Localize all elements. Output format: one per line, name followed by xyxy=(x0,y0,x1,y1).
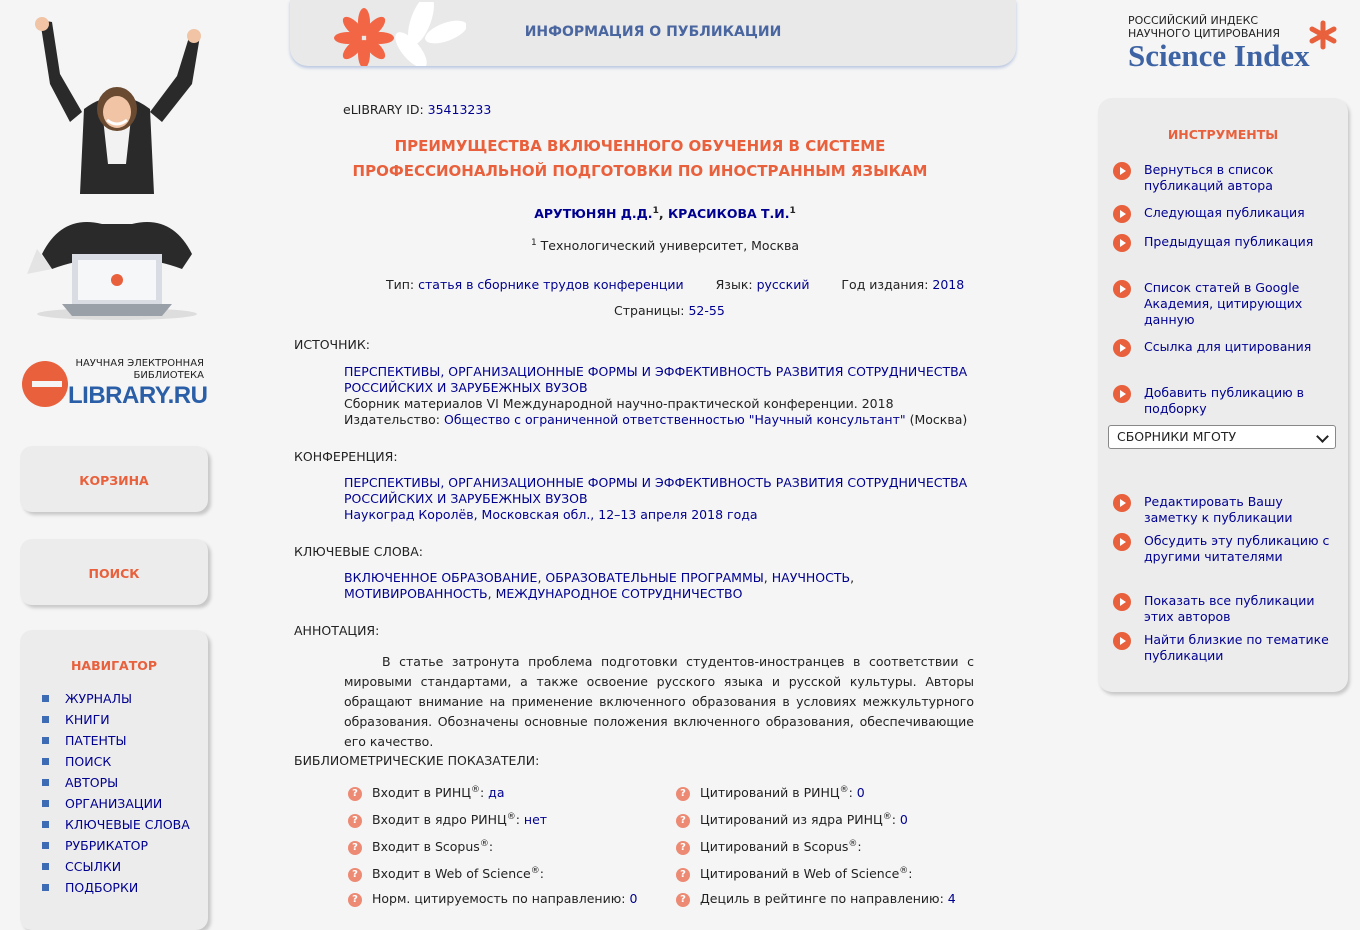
navigator-list xyxy=(42,688,190,898)
play-icon xyxy=(1113,234,1131,252)
keyword-link[interactable]: МОТИВИРОВАННОСТЬ xyxy=(344,586,488,601)
play-icon xyxy=(1113,632,1131,650)
play-icon xyxy=(1113,339,1131,357)
bullet-icon xyxy=(42,800,49,807)
keyword-link[interactable]: НАУЧНОСТЬ xyxy=(771,570,851,585)
tool-citation-link[interactable]: Ссылка для цитирования xyxy=(1113,339,1338,357)
play-icon xyxy=(1113,494,1131,512)
metric-citations-rinc-core: ? Цитирований из ядра РИНЦ®: 0 xyxy=(676,812,908,828)
publication-meta: Тип: статья в сборнике трудов конференции Язык: русский Год издания: 2018 xyxy=(386,277,965,292)
bullet-icon xyxy=(42,695,49,702)
asterisk-icon xyxy=(1308,20,1338,50)
source-heading: ИСТОЧНИК: xyxy=(294,337,370,352)
navigator-panel xyxy=(20,630,208,930)
tool-all-author-publications[interactable]: Показать все публикации этих авторов xyxy=(1113,593,1338,625)
bullet-icon xyxy=(42,821,49,828)
publisher: Издательство: Общество с ограниченной ответственностью "Научный консультант" (Москва) xyxy=(344,412,968,427)
play-icon xyxy=(1113,593,1131,611)
tool-edit-note[interactable]: Редактировать Вашу заметку к публикации xyxy=(1113,494,1338,526)
nav-item-books[interactable]: КНИГИ xyxy=(42,709,190,730)
help-icon[interactable]: ? xyxy=(676,787,690,801)
conference-heading: КОНФЕРЕНЦИЯ: xyxy=(294,449,398,464)
keyword-link[interactable]: ОБРАЗОВАТЕЛЬНЫЕ ПРОГРАММЫ xyxy=(545,570,764,585)
help-icon[interactable]: ? xyxy=(676,893,690,907)
metric-norm-citation: ? Норм. цитируемость по направлению: 0 xyxy=(348,891,637,907)
keyword-link[interactable]: МЕЖДУНАРОДНОЕ СОТРУДНИЧЕСТВО xyxy=(495,586,743,601)
bullet-icon xyxy=(42,737,49,744)
bullet-icon xyxy=(42,884,49,891)
keywords-heading: КЛЮЧЕВЫЕ СЛОВА: xyxy=(294,544,424,559)
metric-wos: ? Входит в Web of Science®: xyxy=(348,866,544,882)
hero-woman-laptop-image xyxy=(22,14,207,324)
tool-add-to-collection[interactable]: Добавить публикацию в подборку xyxy=(1113,385,1338,417)
help-icon[interactable]: ? xyxy=(348,868,362,882)
bullet-icon xyxy=(42,779,49,786)
year-value: 2018 xyxy=(932,277,965,292)
science-index-logo[interactable]: РОССИЙСКИЙ ИНДЕКС НАУЧНОГО ЦИТИРОВАНИЯ Science Index xyxy=(1128,14,1310,74)
metric-citations-rinc: ? Цитирований в РИНЦ®: 0 xyxy=(676,785,865,801)
conference-place: Наукоград Королёв, Московская обл., 12–13 апреля 2018 года xyxy=(344,507,758,522)
nav-item-organizations[interactable]: ОРГАНИЗАЦИИ xyxy=(42,793,190,814)
left-column xyxy=(0,0,230,914)
tool-google-scholar-citations[interactable]: Список статей в Google Академия, цитирующих данную xyxy=(1113,280,1338,328)
bullet-icon xyxy=(42,863,49,870)
help-icon[interactable]: ? xyxy=(348,814,362,828)
tool-next-publication[interactable]: Следующая публикация xyxy=(1113,205,1338,223)
elibrary-id: eLIBRARY ID: 35413233 xyxy=(343,102,492,117)
type-value: статья в сборнике трудов конференции xyxy=(418,277,684,292)
elibrary-logo[interactable] xyxy=(22,355,212,415)
tools-title: ИНСТРУМЕНТЫ xyxy=(1167,127,1279,142)
help-icon[interactable]: ? xyxy=(676,868,690,882)
abstract-heading: АННОТАЦИЯ: xyxy=(294,623,380,638)
cart-button[interactable] xyxy=(20,446,208,512)
help-icon[interactable]: ? xyxy=(676,814,690,828)
conference-block xyxy=(344,475,967,523)
nav-item-keywords[interactable]: КЛЮЧЕВЫЕ СЛОВА xyxy=(42,814,190,835)
help-icon[interactable]: ? xyxy=(348,893,362,907)
elibrary-id-value: 35413233 xyxy=(427,102,492,117)
tool-back-to-author-list[interactable]: Вернуться в список публикаций автора xyxy=(1113,162,1338,194)
metric-citations-wos: ? Цитирований в Web of Science®: xyxy=(676,866,913,882)
elibrary-tagline: НАУЧНАЯ ЭЛЕКТРОННАЯ БИБЛИОТЕКА xyxy=(75,358,204,381)
conference-link[interactable]: ПЕРСПЕКТИВЫ, ОРГАНИЗАЦИОННЫЕ ФОРМЫ И ЭФФЕКТИВНОСТЬ РАЗВИТИЯ СОТРУДНИЧЕСТВА РОССИЙСКИХ И ЗАРУБЕЖНЫХ ВУЗОВ xyxy=(344,475,968,506)
bibliometrics-heading: БИБЛИОМЕТРИЧЕСКИЕ ПОКАЗАТЕЛИ: xyxy=(294,753,540,768)
play-icon xyxy=(1113,162,1131,180)
authors: АРУТЮНЯН Д.Д.$^1$, КРАСИКОВА Т.И.$^1$ xyxy=(534,206,796,222)
play-icon xyxy=(1113,280,1131,298)
tool-similar-publications[interactable]: Найти близкие по тематике публикации xyxy=(1113,632,1338,664)
elibrary-brand: LIBRARY.RU xyxy=(68,382,208,409)
source-block xyxy=(344,364,967,428)
cart-label: КОРЗИНА xyxy=(79,473,149,488)
tool-discuss[interactable]: Обсудить эту публикацию с другими читателями xyxy=(1113,533,1338,565)
publisher-link[interactable]: Общество с ограниченной ответственностью "Научный консультант" xyxy=(444,412,906,427)
search-button[interactable] xyxy=(20,539,208,605)
nav-item-authors[interactable]: АВТОРЫ xyxy=(42,772,190,793)
source-link[interactable]: ПЕРСПЕКТИВЫ, ОРГАНИЗАЦИОННЫЕ ФОРМЫ И ЭФФЕКТИВНОСТЬ РАЗВИТИЯ СОТРУДНИЧЕСТВА РОССИЙСКИХ И ЗАРУБЕЖНЫХ ВУЗОВ xyxy=(344,364,968,395)
author-link[interactable]: АРУТЮНЯН Д.Д. xyxy=(534,206,653,222)
play-icon xyxy=(1113,205,1131,223)
bullet-icon xyxy=(42,842,49,849)
main-content xyxy=(290,0,1080,914)
help-icon[interactable]: ? xyxy=(676,841,690,855)
metric-rinc: ? Входит в РИНЦ®: да xyxy=(348,785,504,801)
play-icon xyxy=(1113,385,1131,403)
nav-item-collections[interactable]: ПОДБОРКИ xyxy=(42,877,190,898)
chevron-down-icon xyxy=(1316,430,1329,443)
keyword-link[interactable]: ВКЛЮЧЕННОЕ ОБРАЗОВАНИЕ xyxy=(344,570,538,585)
source-description: Сборник материалов VI Международной научно-практической конференции. 2018 xyxy=(344,396,894,411)
nav-item-links[interactable]: ССЫЛКИ xyxy=(42,856,190,877)
help-icon[interactable]: ? xyxy=(348,787,362,801)
bullet-icon xyxy=(42,716,49,723)
affiliation: $^1$ Технологический университет, Москва xyxy=(530,238,800,254)
metric-decile: ? Дециль в рейтинге по направлению: 4 xyxy=(676,891,956,907)
play-icon xyxy=(1113,533,1131,551)
elibrary-e-icon xyxy=(22,361,68,407)
publication-title: ПРЕИМУЩЕСТВА ВКЛЮЧЕННОГО ОБУЧЕНИЯ В СИСТЕМЕ ПРОФЕССИОНАЛЬНОЙ ПОДГОТОВКИ ПО ИНОСТРАННЫМ ЯЗЫКАМ xyxy=(352,137,928,180)
tool-previous-publication[interactable]: Предыдущая публикация xyxy=(1113,234,1338,252)
navigator-title: НАВИГАТОР xyxy=(70,658,158,673)
language-value: русский xyxy=(756,277,810,292)
help-icon[interactable]: ? xyxy=(348,841,362,855)
nav-item-search[interactable]: ПОИСК xyxy=(42,751,190,772)
nav-item-rubricator[interactable]: РУБРИКАТОР xyxy=(42,835,190,856)
bullet-icon xyxy=(42,758,49,765)
pages: Страницы: 52-55 xyxy=(614,303,725,318)
search-label: ПОИСК xyxy=(88,566,140,581)
page-title: ИНФОРМАЦИЯ О ПУБЛИКАЦИИ xyxy=(524,24,782,40)
abstract-text: В статье затронута проблема подготовки студентов-иностранцев в соответствии с мировыми стандартами, а также освоение русского языка и русской культуры. Авторы обращают внимание на применение включенного образования в условиях межкультурного образования. Обозначены основные положения включенного образования, обеспечивающие его качество. xyxy=(344,654,974,749)
tools-panel xyxy=(1098,98,1348,692)
metric-rinc-core: ? Входит в ядро РИНЦ®: нет xyxy=(348,812,547,828)
nav-item-patents[interactable]: ПАТЕНТЫ xyxy=(42,730,190,751)
keywords-block: ВКЛЮЧЕННОЕ ОБРАЗОВАНИЕ, ОБРАЗОВАТЕЛЬНЫЕ ПРОГРАММЫ, НАУЧНОСТЬ, МОТИВИРОВАННОСТЬ, МЕЖДУНАРОДНОЕ СОТРУДНИЧЕСТВО xyxy=(344,570,855,601)
nav-item-journals[interactable]: ЖУРНАЛЫ xyxy=(42,688,190,709)
collection-select[interactable]: СБОРНИКИ МГОТУ xyxy=(1108,425,1336,449)
author-link[interactable]: КРАСИКОВА Т.И. xyxy=(667,206,790,222)
pages-value: 52-55 xyxy=(688,303,725,318)
metric-scopus: ? Входит в Scopus®: xyxy=(348,839,493,855)
metric-citations-scopus: ? Цитирований в Scopus®: xyxy=(676,839,862,855)
